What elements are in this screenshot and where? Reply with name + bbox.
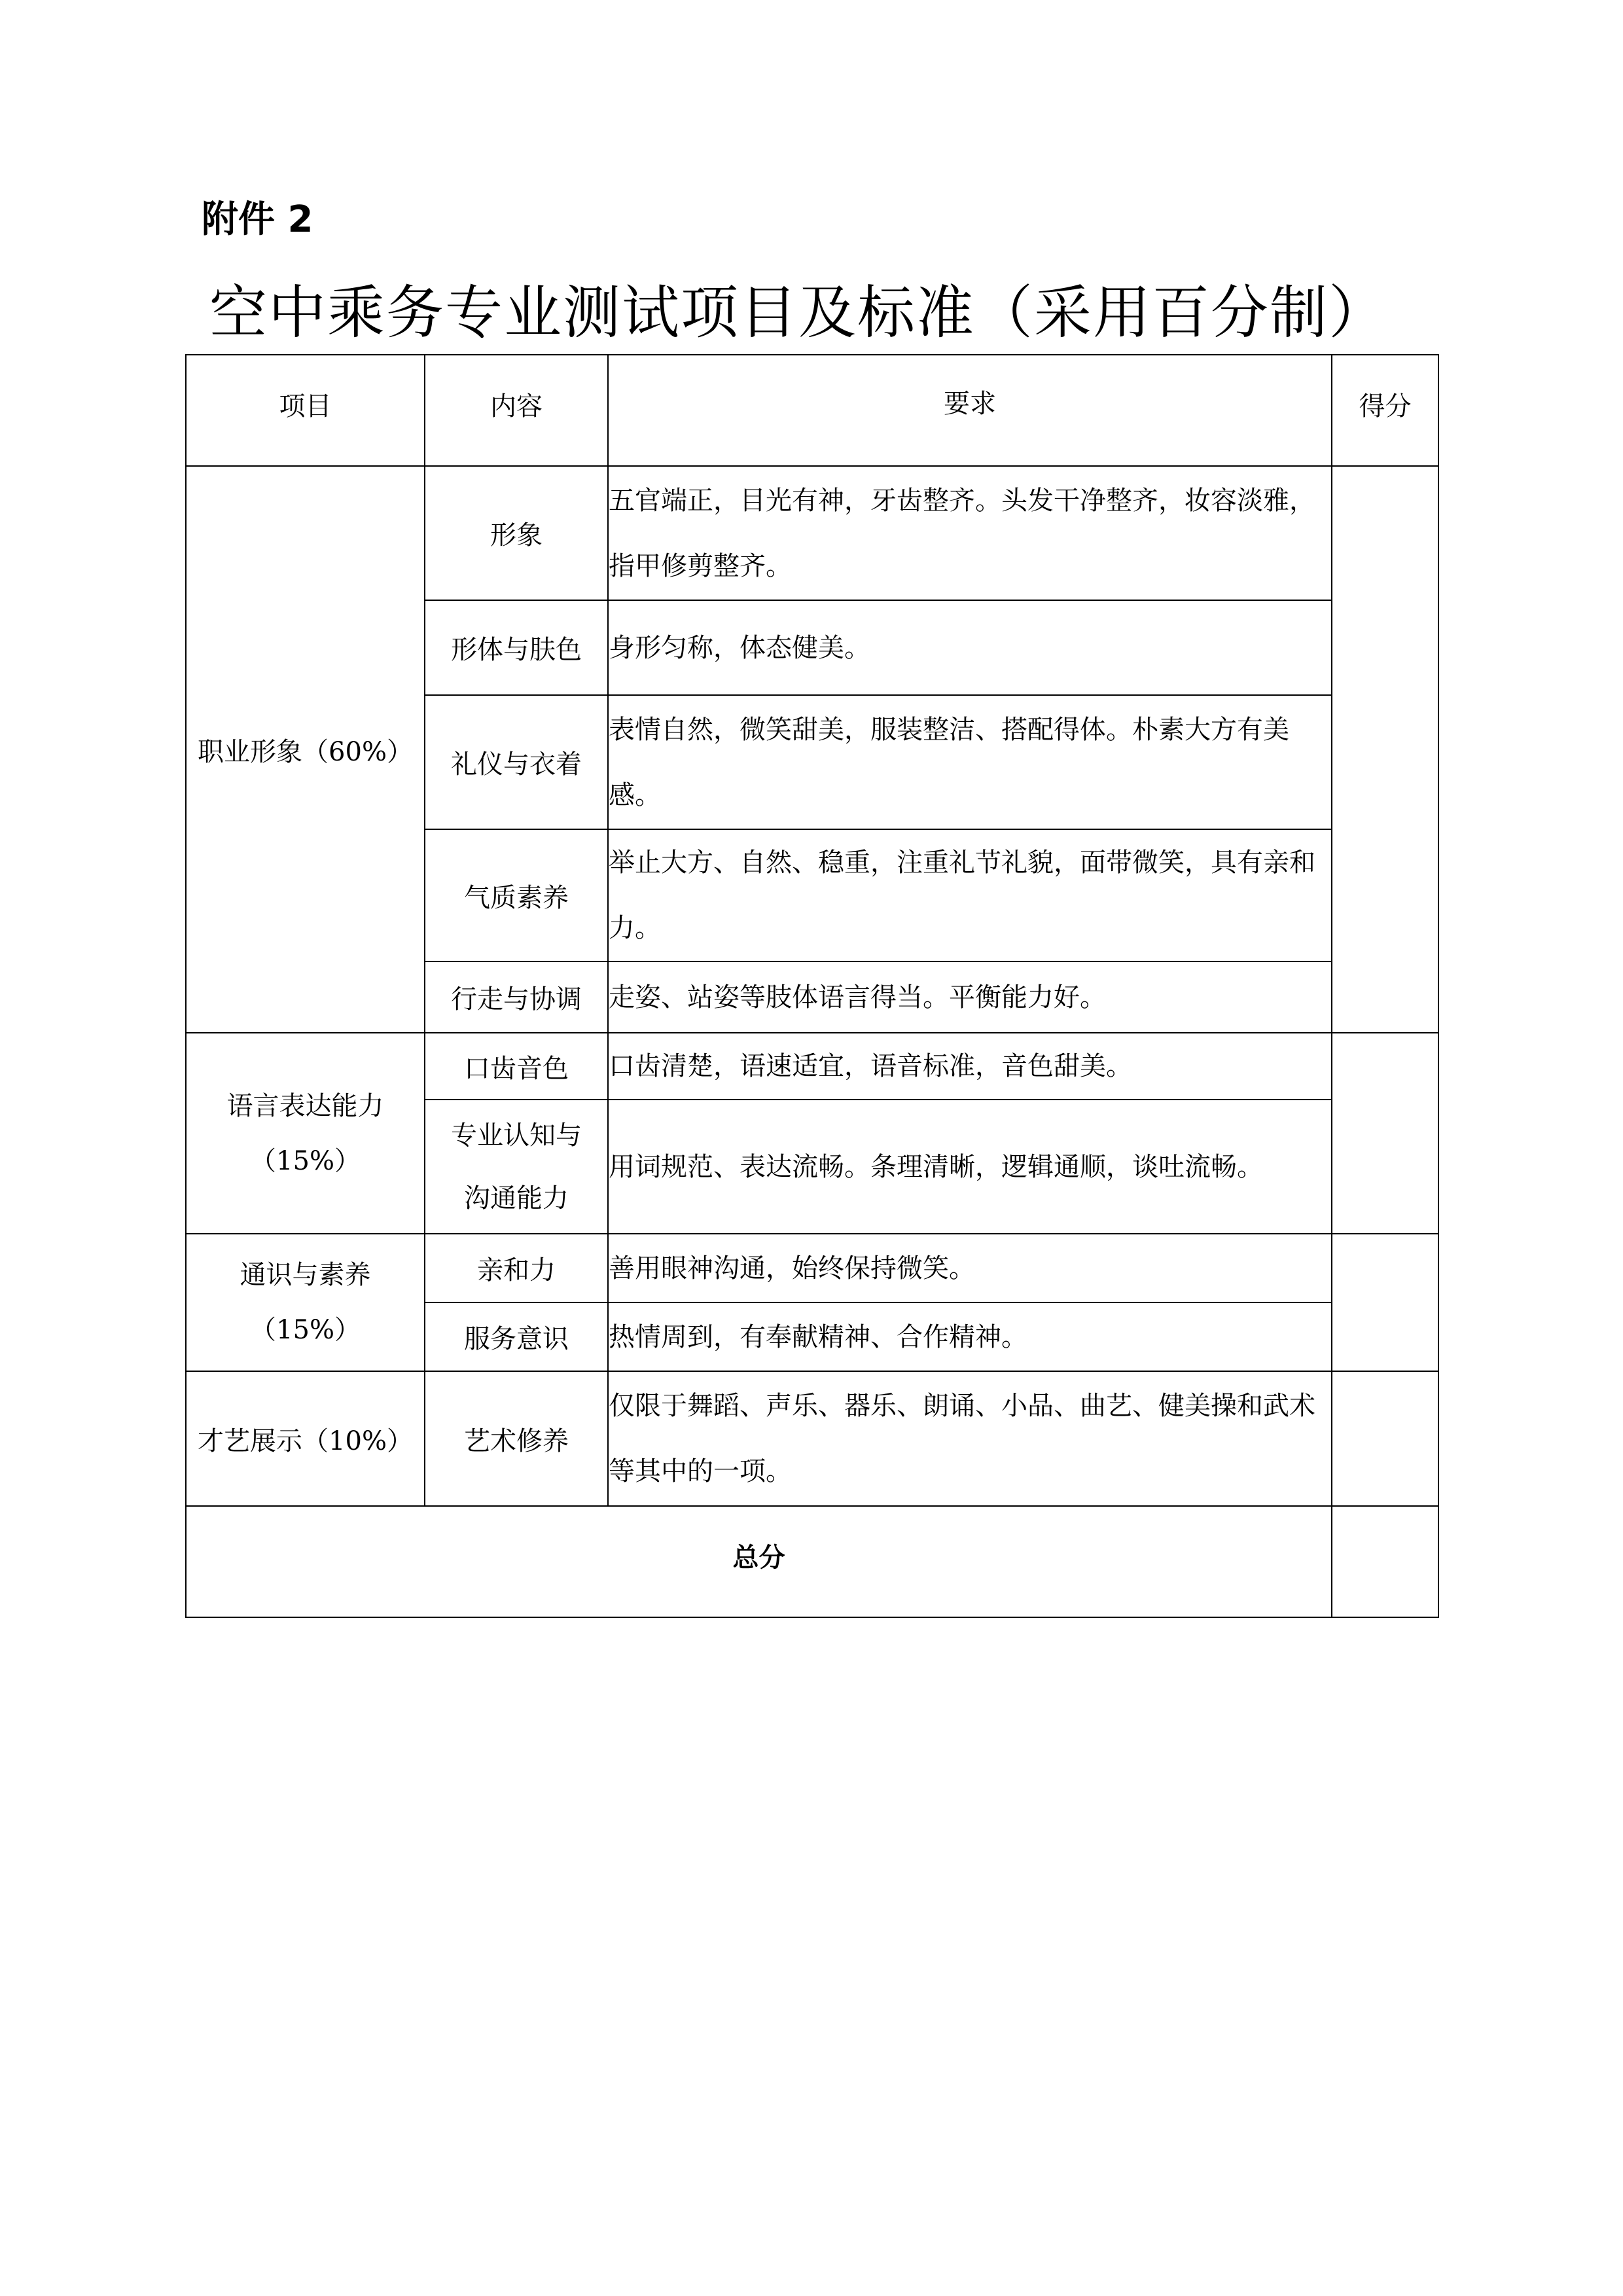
content-line2: 沟通能力 (464, 1183, 569, 1213)
requirement-cell: 善用眼神沟通，始终保持微笑。 (608, 1234, 1332, 1302)
requirement-cell: 表情自然，微笑甜美，服装整洁、搭配得体。朴素大方有美感。 (608, 695, 1332, 829)
table-row (186, 1371, 1438, 1506)
table-row (186, 1234, 1438, 1302)
category-talent-show: 才艺展示（10%） (186, 1371, 425, 1506)
category-general-literacy (186, 1234, 425, 1371)
requirement-cell: 热情周到，有奉献精神、合作精神。 (608, 1302, 1332, 1371)
content-cell: 口齿音色 (425, 1033, 608, 1100)
category-label: 职业形象（60%） (198, 736, 413, 767)
header-item: 项目 (186, 355, 425, 466)
content-cell (425, 1100, 608, 1234)
requirement-cell: 身形匀称，体态健美。 (608, 600, 1332, 695)
content-cell: 服务意识 (425, 1302, 608, 1371)
total-row (186, 1506, 1438, 1617)
scoring-table (185, 354, 1439, 1618)
requirement-cell: 口齿清楚，语速适宜，语音标准，音色甜美。 (608, 1033, 1332, 1100)
total-label-cell (186, 1506, 1332, 1617)
score-cell-professional-image[interactable] (1332, 466, 1438, 1033)
content-cell: 艺术修养 (425, 1371, 608, 1506)
requirement-cell: 五官端正，目光有神，牙齿整齐。头发干净整齐，妆容淡雅，指甲修剪整齐。 (608, 466, 1332, 600)
content-cell: 礼仪与衣着 (425, 695, 608, 829)
table-header-row (186, 355, 1438, 466)
total-label: 总分 (732, 1542, 785, 1573)
content-cell: 形象 (425, 466, 608, 600)
header-score: 得分 (1332, 355, 1438, 466)
total-score-cell[interactable] (1332, 1506, 1438, 1617)
table-row (186, 1033, 1438, 1100)
content-line1: 专业认知与 (451, 1120, 582, 1151)
category-professional-image (186, 466, 425, 1033)
score-cell-general-literacy[interactable] (1332, 1234, 1438, 1371)
category-language-expression (186, 1033, 425, 1234)
attachment-label: 附件 2 (202, 198, 313, 241)
content-cell: 亲和力 (425, 1234, 608, 1302)
header-content: 内容 (425, 355, 608, 466)
content-cell: 行走与协调 (425, 961, 608, 1033)
score-cell-language-expression[interactable] (1332, 1033, 1438, 1234)
content-cell: 气质素养 (425, 829, 608, 961)
document-title: 空中乘务专业测试项目及标准（采用百分制） (209, 279, 1388, 346)
header-requirement: 要求 (608, 355, 1332, 466)
table-row (186, 466, 1438, 600)
requirement-cell: 走姿、站姿等肢体语言得当。平衡能力好。 (608, 961, 1332, 1033)
category-label-line2: （15%） (250, 1315, 361, 1345)
requirement-cell: 举止大方、自然、稳重，注重礼节礼貌，面带微笑，具有亲和力。 (608, 829, 1332, 961)
category-label-line1: 通识与素养 (240, 1260, 371, 1290)
requirement-cell: 仅限于舞蹈、声乐、器乐、朗诵、小品、曲艺、健美操和武术等其中的一项。 (608, 1371, 1332, 1506)
score-cell-talent-show[interactable] (1332, 1371, 1438, 1506)
requirement-cell: 用词规范、表达流畅。条理清晰，逻辑通顺，谈吐流畅。 (608, 1100, 1332, 1234)
category-label-line2: （15%） (250, 1145, 361, 1176)
category-label-line1: 语言表达能力 (226, 1090, 384, 1121)
content-cell: 形体与肤色 (425, 600, 608, 695)
